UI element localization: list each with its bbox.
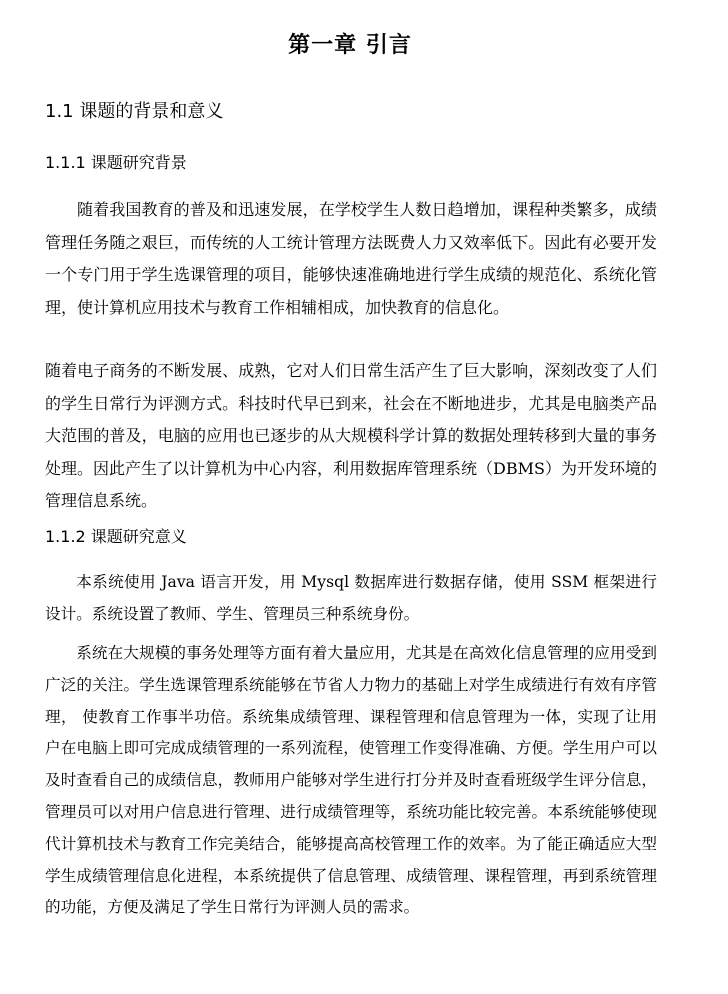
paragraph-background-1: 随着我国教育的普及和迅速发展，在学校学生人数日趋增加，课程种类繁多，成绩管理任务随之艰巨，而传统的人工统计管理方法既费人力又效率低下。因此有必要开发一个专门用于学生选课管理的项目，能够快速准确地进行学生成绩的规范化、系统化管理，使计算机应用技术与教育工作相辅相成，加快教育的信息化。 xyxy=(45,200,657,317)
section-heading-1-1-2: 1.1.2 课题研究意义 xyxy=(45,527,187,546)
chapter-title: 第一章 引言 xyxy=(288,33,412,58)
section-heading-1-1-1: 1.1.1 课题研究背景 xyxy=(45,153,187,172)
paragraph-significance-1: 本系统使用 Java 语言开发，用 Mysql 数据库进行数据存储，使用 SSM 框架进行设计。系统设置了教师、学生、管理员三种系统身份。 xyxy=(45,573,657,623)
paragraph-significance-2: 系统在大规模的事务处理等方面有着大量应用，尤其是在高效化信息管理的应用受到广泛的关注。学生选课管理系统能够在节省人力物力的基础上对学生成绩进行有效有序管理， 使教育工作事半功倍。系统集成绩管理、课程管理和信息管理为一体，实现了让用户在电脑上即可完成成绩管理的一系列流程，使管理工作变得准确、方便。学生用户可以及时查看自己的成绩信息，教师用户能够对学生进行打分并及时查看班级学生评分信息，管理员可以对用户信息进行管理、进行成绩管理等，系统功能比较完善。本系统能够使现代计算机技术与教育工作完美结合，能够提高高校管理工作的效率。为了能正确适应大型学生成绩管理信息化进程，本系统提供了信息管理、成绩管理、课程管理，再到系统管理的功能，方便及满足了学生日常行为评测人员的需求。 xyxy=(45,644,657,917)
paragraph-background-2: 随着电子商务的不断发展、成熟，它对人们日常生活产生了巨大影响，深刻改变了人们的学生日常行为评测方式。科技时代早已到来，社会在不断地进步，尤其是电脑类产品大范围的普及，电脑的应用也已逐步的从大规模科学计算的数据处理转移到大量的事务处理。因此产生了以计算机为中心内容，利用数据库管理系统（DBMS）为开发环境的管理信息系统。 xyxy=(45,361,657,511)
section-heading-1-1: 1.1 课题的背景和意义 xyxy=(45,101,224,122)
